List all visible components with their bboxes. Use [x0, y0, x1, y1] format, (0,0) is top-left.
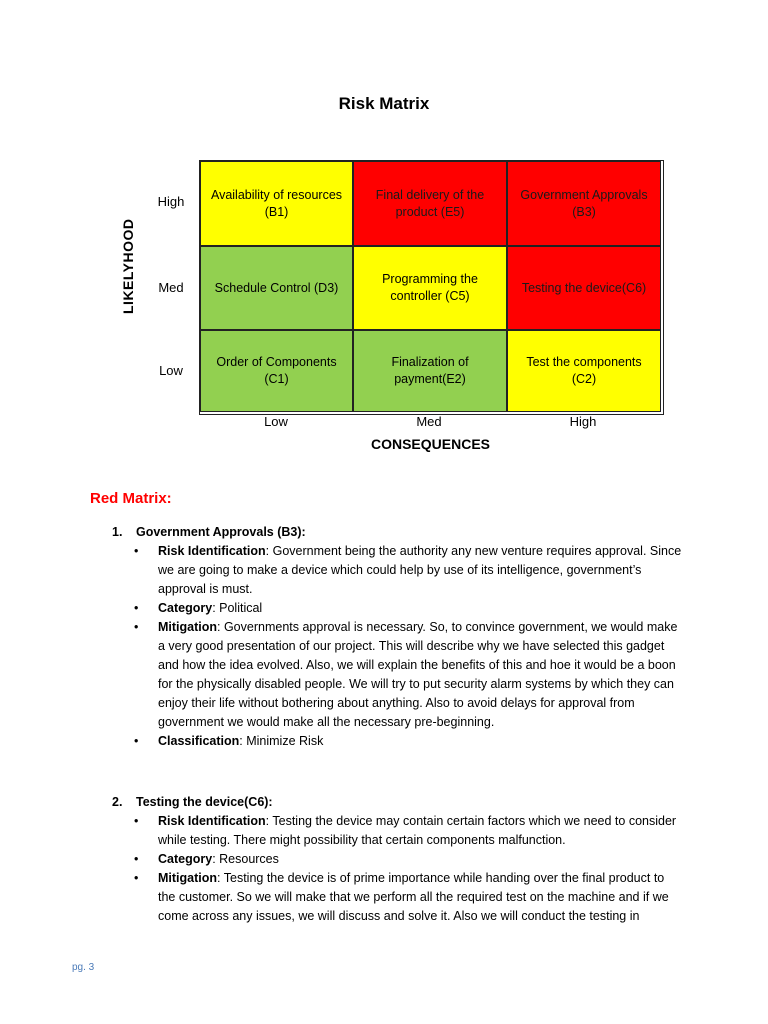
bullet-text: : Political: [212, 601, 263, 615]
bullet-icon: •: [134, 814, 139, 828]
risk-item-number: 1.: [112, 525, 123, 539]
matrix-cell-high-med: Final delivery of the product (E5): [353, 161, 507, 246]
bullet-item: [112, 542, 682, 599]
risk-matrix: [199, 160, 664, 415]
bullet-icon: •: [134, 620, 139, 634]
bullet-item: [112, 618, 682, 732]
risk-item-number: 2.: [112, 795, 123, 809]
bullet-item: [112, 599, 682, 618]
risk-item-heading: [112, 523, 682, 542]
row-label-low: Low: [159, 363, 183, 378]
risk-item-bullets: [112, 542, 682, 751]
page-number: pg. 3: [72, 962, 95, 973]
bullet-label: Risk Identification: [158, 544, 266, 558]
col-label-med: Med: [416, 414, 442, 429]
bullet-label: Mitigation: [158, 871, 218, 885]
risk-item: [112, 793, 682, 926]
risk-item: [112, 523, 682, 751]
bullet-text: : Government being the authority any new venture requires approval. Since we are going to make a device which could help by use of its intelligence, government’s approval is must.: [158, 544, 682, 596]
risk-item-heading: [112, 793, 682, 812]
bullet-icon: •: [134, 871, 139, 885]
red-matrix-heading: Red Matrix:: [90, 490, 172, 507]
bullet-label: Mitigation: [158, 620, 218, 634]
bullet-text: : Resources: [212, 852, 279, 866]
bullet-icon: •: [134, 601, 139, 615]
bullet-item: [112, 812, 682, 850]
bullet-label: Category: [158, 852, 213, 866]
risk-item-title: Government Approvals (B3):: [136, 525, 306, 539]
x-axis-title: CONSEQUENCES: [370, 436, 491, 452]
bullet-label: Category: [158, 601, 213, 615]
matrix-cell-low-low: Order of Components (C1): [200, 330, 353, 412]
page-title: Risk Matrix: [338, 94, 430, 113]
bullet-label: Risk Identification: [158, 814, 266, 828]
bullet-text: : Minimize Risk: [239, 734, 324, 748]
matrix-cell-low-med: Finalization of payment(E2): [353, 330, 507, 412]
row-label-med: Med: [158, 280, 184, 295]
bullet-icon: •: [134, 852, 139, 866]
risk-item-bullets: [112, 812, 682, 926]
matrix-cell-high-high: Government Approvals (B3): [507, 161, 661, 246]
matrix-cell-low-high: Test the components (C2): [507, 330, 661, 412]
risk-item-title: Testing the device(C6):: [136, 795, 273, 809]
col-label-low: Low: [264, 414, 288, 429]
bullet-item: [112, 732, 682, 751]
bullet-icon: •: [134, 544, 139, 558]
bullet-text: : Testing the device may contain certain factors which we need to consider while testing. There might possibility that certain components malfunction.: [158, 814, 677, 847]
bullet-item: [112, 869, 682, 926]
y-axis-title: LIKELYHOOD: [120, 218, 136, 314]
col-label-high: High: [569, 414, 597, 429]
bullet-icon: •: [134, 734, 139, 748]
bullet-text: : Governments approval is necessary. So, to convince government, we would make a very good presentation of our project. This will describe why we have selected this gadget and how the idea evolved. Also, we will explain the benefits of this and hoe it would be a boon for the physically disabled people. We will try to put security alarm systems by which they can enjoy their life without bothering about anything. Also to avoid delays for approval from government we would make all the necessary pre-beginning.: [158, 620, 678, 729]
matrix-cell-med-med: Programming the controller (C5): [353, 246, 507, 330]
matrix-cell-med-high: Testing the device(C6): [507, 246, 661, 330]
matrix-cell-high-low: Availability of resources (B1): [200, 161, 353, 246]
bullet-label: Classification: [158, 734, 240, 748]
matrix-cell-med-low: Schedule Control (D3): [200, 246, 353, 330]
bullet-text: : Testing the device is of prime importance while handing over the final product to the customer. So we will make that we perform all the required test on the machine and if we come across any issues, we will discuss and solve it. Also we will conduct the testing in: [158, 871, 669, 923]
row-label-high: High: [157, 194, 185, 209]
bullet-item: [112, 850, 682, 869]
